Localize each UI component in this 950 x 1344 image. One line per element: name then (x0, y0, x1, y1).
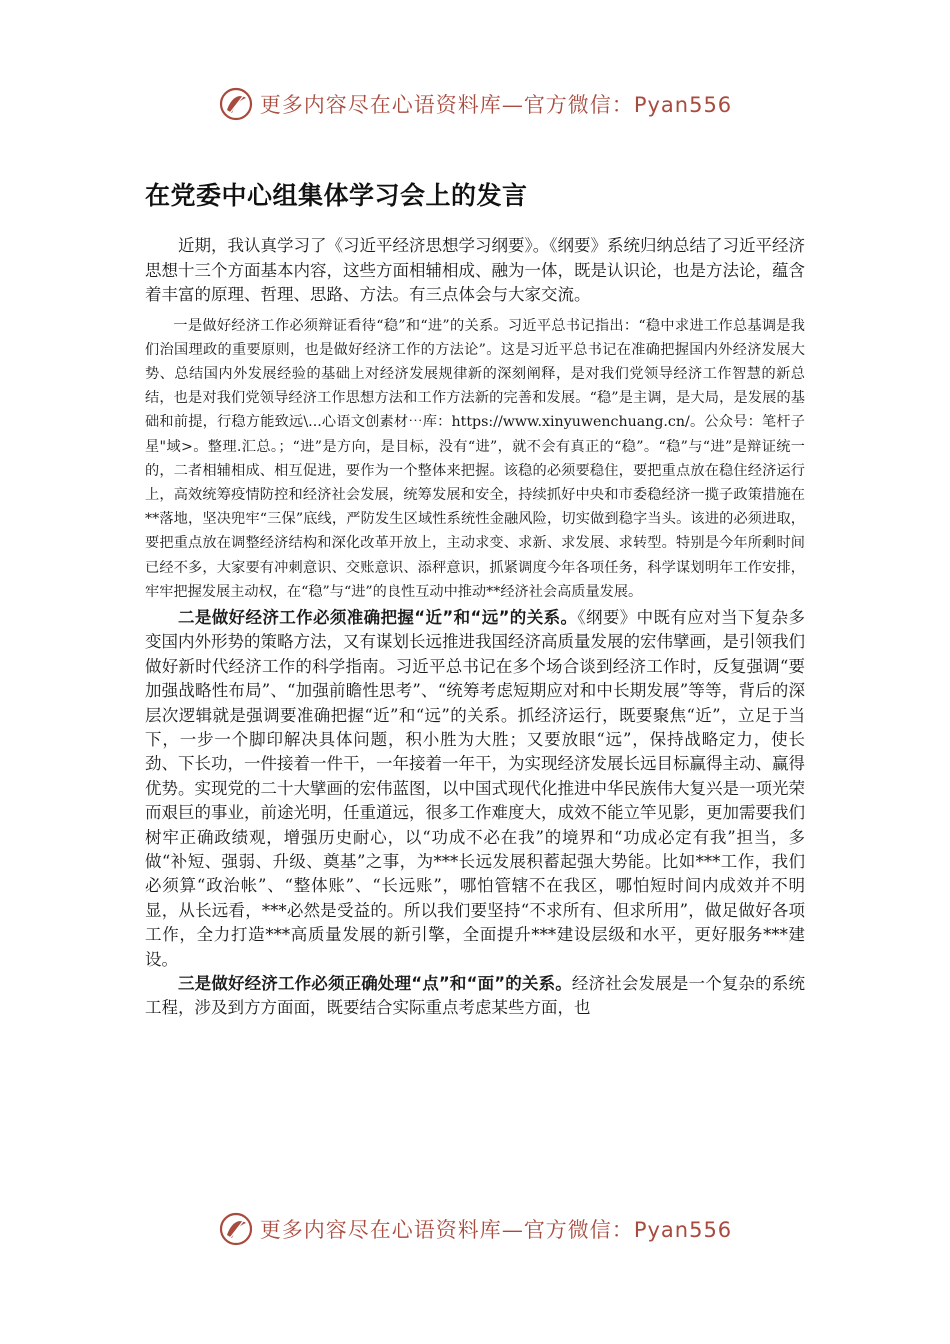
banner-dash: — (501, 93, 524, 117)
banner-wechat-label: 官方微信： (523, 93, 634, 117)
seal-logo-icon (218, 86, 254, 122)
point-one-paragraph: 一是做好经济工作必须辩证看待“稳”和“进”的关系。习近平总书记指出：“稳中求进工作总基调是我们治国理政的重要原则，也是做好经济工作的方法论”。这是习近平总书记在准确把握国内外经济发展大势、总结国内外发展经验的基础上对经济发展规律新的深刻阐释，是对我们党领导经济工作智慧的新总结，也是对我们党领导经济工作思想方法和工作方法新的完善和发展。“稳”是主调，是大局，是发展的基础和前提，行稳方能致远\...心语文创素材⋯库：https://www.xinyuwenchuang.cn/。公众号：笔杆子星"域>。整理.汇总。；“进”是方向，是目标，没有“进”，就不会有真正的“稳”。“稳”与“进”是辩证统一的，二者相辅相成、相互促进，要作为一个整体来把握。该稳的必须要稳住，要把重点放在稳住经济运行上，高效统筹疫情防控和经济社会发展，统筹发展和安全，持续抓好中央和市委稳经济一揽子政策措施在**落地，坚决兜牢“三保”底线，严防发生区域性系统性金融风险，切实做到稳字当头。该进的必须进取，要把重点放在调整经济结构和深化改革开放上，主动求变、求新、求发展、求转型。特别是今年所剩时间已经不多，大家要有冲刺意识、交账意识、添秤意识，抓紧调度今年各项任务，科学谋划明年工作安排，牢牢把握发展主动权，在“稳”与“进”的良性互动中推动**经济社会高质量发展。 (145, 317, 805, 600)
banner-text (260, 89, 732, 119)
banner-slogan: 更多内容尽在心语资料库 (259, 93, 502, 117)
banner-dash: — (501, 1218, 524, 1242)
point-three-body: 经济社会发展是一个复杂的系统工程，涉及到方方面面，既要结合实际重点考虑某些方面，也 (145, 974, 805, 1018)
footer-watermark-banner (0, 1209, 950, 1249)
banner-wechat-label: 官方微信： (523, 1218, 634, 1242)
banner-text (260, 1214, 732, 1244)
intro-paragraph: 近期，我认真学习了《习近平经济思想学习纲要》。《纲要》系统归纳总结了习近平经济思想十三个方面基本内容，这些方面相辅相成、融为一体，既是认识论，也是方法论，蕴含着丰富的原理、哲理、思路、方法。有三点体会与大家交流。 (145, 236, 805, 304)
seal-logo-icon (218, 1211, 254, 1247)
point-three-paragraph (145, 972, 805, 1021)
document-title: 在党委中心组集体学习会上的发言 (145, 181, 528, 210)
banner-slogan: 更多内容尽在心语资料库 (259, 1218, 502, 1242)
banner-wechat-id: Pyan556 (633, 1218, 733, 1242)
point-two-body: 《纲要》中既有应对当下复杂多变国内外形势的策略方法，又有谋划长远推进我国经济高质量发展的宏伟擘画，是引领我们做好新时代经济工作的科学指南。习近平总书记在多个场合谈到经济工作时，反复强调“要加强战略性布局”、“加强前瞻性思考”、“统筹考虑短期应对和中长期发展”等等，背后的深层次逻辑就是强调要准确把握“近”和“远”的关系。抓经济运行，既要聚焦“近”，立足于当下，一步一个脚印解决具体问题，积小胜为大胜；又要放眼“远”，保持战略定力，使长劲、下长功，一件接着一件干，一年接着一年干，为实现经济发展长远目标赢得主动、赢得优势。实现党的二十大擘画的宏伟蓝图，以中国式现代化推进中华民族伟大复兴是一项光荣而艰巨的事业，前途光明，任重道远，很多工作难度大，成效不能立竿见影，更加需要我们树牢正确政绩观，增强历史耐心，以“功成不必在我”的境界和“功成必定有我”担当，多做“补短、强弱、升级、奠基”之事，为***长远发展积蓄起强大势能。比如***工作，我们必须算“政治帐”、“整体账”、“长远账”，哪怕管辖不在我区，哪怕短时间内成效并不明显，从长远看，***必然是受益的。所以我们要坚持“不求所有、但求所用”，做足做好各项工作，全力打造***高质量发展的新引擎，全面提升***建设层级和水平，更好服务***建设。 (145, 607, 805, 969)
point-two-paragraph (145, 606, 805, 972)
point-two-lead: 二是做好经济工作必须准确把握“近”和“远”的关系。 (178, 607, 578, 627)
banner-wechat-id: Pyan556 (633, 93, 733, 117)
document-body (145, 176, 805, 1021)
point-three-lead: 三是做好经济工作必须正确处理“点”和“面”的关系。 (178, 974, 572, 994)
header-watermark-banner (0, 84, 950, 124)
